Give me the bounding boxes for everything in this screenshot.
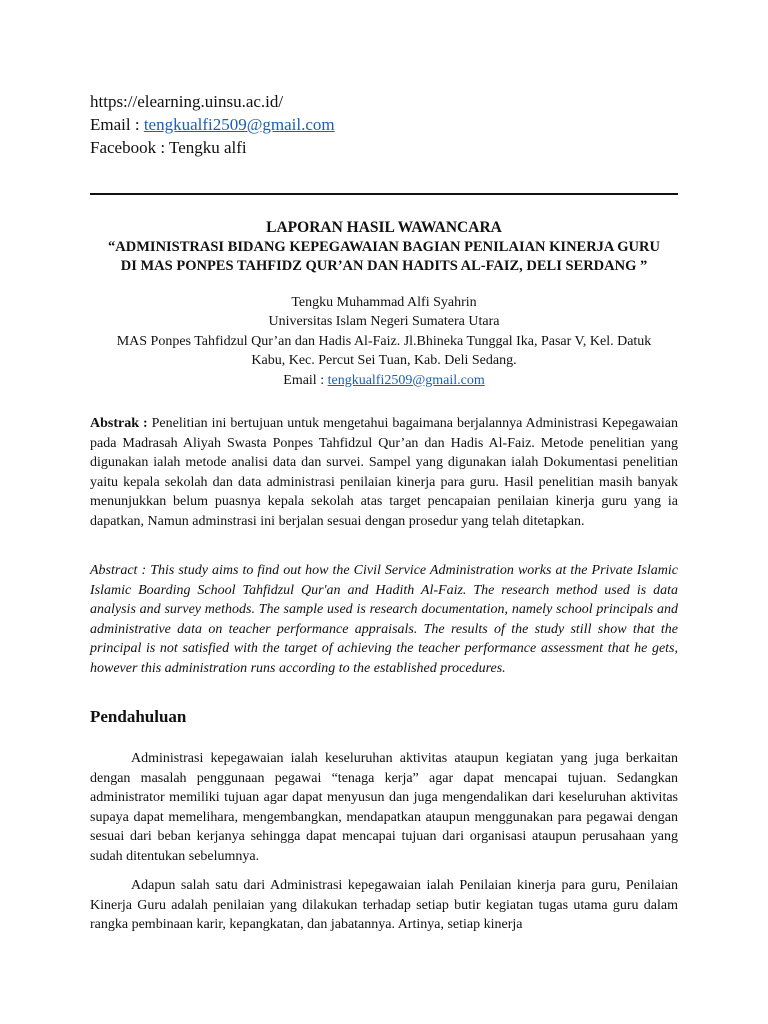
- abstract-label: Abstrak :: [90, 416, 148, 431]
- abstract-indonesian-text: Penelitian ini bertujuan untuk mengetahui bagaimana berjalannya Administrasi Kepegawaian pada Madrasah Aliyah Swasta Ponpes Tahfidzul Qur’an dan Hadis Al-Faiz. Metode penelitian yang digunakan ialah metode analisi data dan survei. Sampel yang digunakan ialah Dokumentasi penelitian yaitu kepala sekolah dan data administrasi penilaian kinerja para guru. Hasil penelitian masih banyak menunjukkan belum puasnya kepala sekolah atas target pencapaian penilaian kinerja guru yang ia dapatkan, Namun adminstrasi ini berjalan sesuai dengan prosedur yang telah ditetapkan.: [90, 416, 678, 529]
- intro-paragraph-1: Administrasi kepegawaian ialah keseluruhan aktivitas ataupun kegiatan yang juga berkaitan dengan masalah penggunaan pegawai “tenaga kerja” agar dapat mencapai tujuan. Sedangkan administrator memiliki tujuan agar dapat menyusun dan juga mengendalikan dari keseluruhan aktivitas supaya dapat memelihara, mengembangkan, mendapatkan ataupun menggunakan para pegawai dengan sesuai dari beban kerjanya sehingga dapat mencapai tujuan dari organisasi ataupun perusahaan yang sudah ditentukan sebelumnya.: [90, 751, 678, 864]
- website-url[interactable]: https://elearning.uinsu.ac.id/: [90, 92, 284, 111]
- author-email-link[interactable]: tengkualfi2509@gmail.com: [327, 372, 485, 388]
- subtitle-line-2: DI MAS PONPES TAHFIDZ QUR’AN DAN HADITS AL-FAIZ, DELI SERDANG ”: [120, 258, 648, 274]
- horizontal-divider: [90, 193, 678, 195]
- author-university: Universitas Islam Negeri Sumatera Utara: [268, 314, 500, 330]
- author-email-line: [90, 371, 678, 390]
- author-address-line-2: Kabu, Kec. Percut Sei Tuan, Kab. Deli Sedang.: [251, 353, 517, 369]
- subtitle-line-1: “ADMINISTRASI BIDANG KEPEGAWAIAN BAGIAN PENILAIAN KINERJA GURU: [108, 239, 660, 255]
- author-block: [90, 293, 678, 390]
- report-subtitle: [90, 238, 678, 276]
- author-name: Tengku Muhammad Alfi Syahrin: [291, 295, 477, 310]
- intro-paragraph-2: Adapun salah satu dari Administrasi kepegawaian ialah Penilaian kinerja para guru, Penilaian Kinerja Guru adalah penilaian yang dilakukan terhadap setiap butir kegiatan tugas utama guru dalam rangka pembinaan karir, kepangkatan, dan jabatannya. Artinya, setiap kinerja: [90, 878, 678, 933]
- email-label: Email :: [90, 115, 144, 134]
- report-title: LAPORAN HASIL WAWANCARA: [266, 219, 502, 236]
- contact-block: [90, 90, 335, 159]
- facebook-line: Facebook : Tengku alfi: [90, 138, 247, 157]
- author-address-line-1: MAS Ponpes Tahfidzul Qur’an dan Hadis Al-Faiz. Jl.Bhineka Tunggal Ika, Pasar V, Kel. Datuk: [116, 333, 652, 349]
- contact-email-line: [90, 113, 335, 136]
- abstract-indonesian: [90, 414, 678, 532]
- contact-email-link[interactable]: tengkualfi2509@gmail.com: [143, 115, 335, 134]
- abstract-english: Abstract : This study aims to find out how the Civil Service Administration works at the Private Islamic Islamic Boarding School Tahfidzul Qur'an and Hadith Al-Faiz. The research method used is data analysis and survey methods. The sample used is research documentation, namely school principals and administrative data on teacher performance appraisals. The results of the study still show that the principal is not satisfied with the target of achieving the teacher performance assessment that he gets, however this administration runs according to the established procedures.: [90, 563, 678, 676]
- author-email-label: Email :: [283, 372, 328, 388]
- section-heading-pendahuluan: Pendahuluan: [90, 707, 187, 726]
